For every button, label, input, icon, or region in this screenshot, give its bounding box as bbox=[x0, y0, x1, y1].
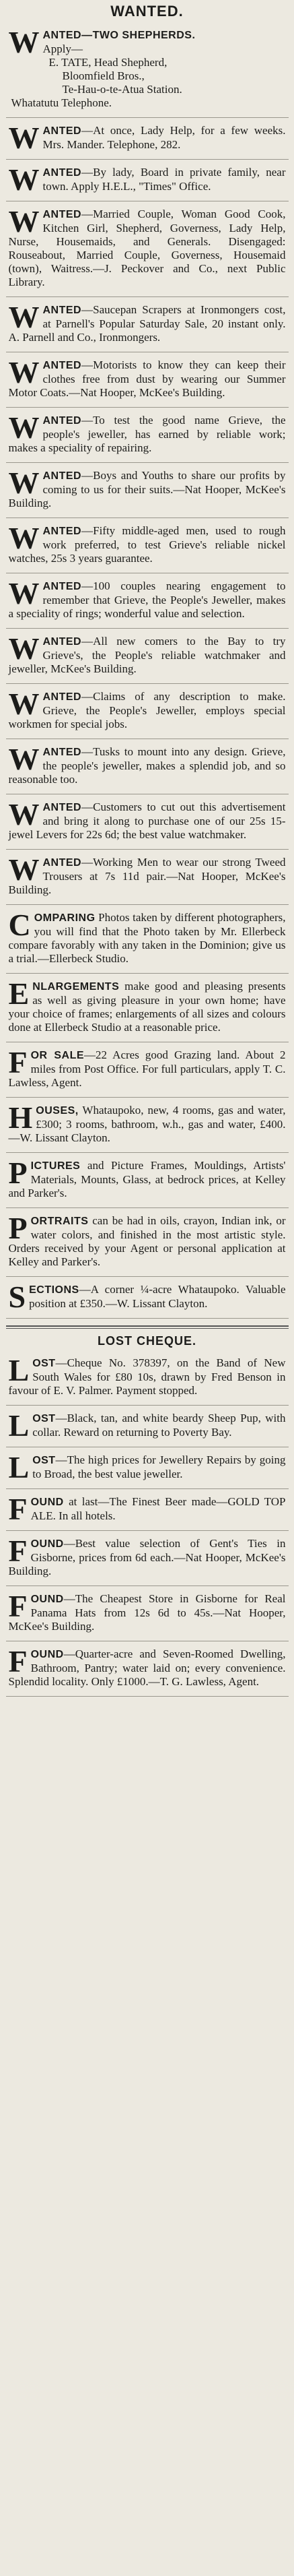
ad-lead: ANTED bbox=[42, 691, 82, 703]
drop-cap: C bbox=[8, 908, 31, 942]
ad-body: —All new comers to the Bay to try Grieve's, the People's reliable watchmaker and jeweller, McKee's Building. bbox=[8, 635, 286, 675]
ad-body: can be had in oils, crayon, Indian ink, or water colors, and finished in the most artistic style. Orders received by your Agent or personal application at Kelley and Parker's. bbox=[8, 1214, 286, 1268]
ad-body: —By lady, Board in private family, near town. Apply H.E.L., "Times" Office. bbox=[42, 166, 286, 193]
ad-body: —A corner ¼-acre Whataupoko. Valuable position at £350.—W. Lissant Clayton. bbox=[29, 1283, 286, 1310]
ad-body: —22 Acres good Grazing land. About 2 miles from Post Office. For full particulars, apply T. C. Lawless, Agent. bbox=[8, 1048, 286, 1089]
drop-cap: L bbox=[8, 1353, 30, 1387]
ad-lead: OUND bbox=[30, 1538, 64, 1550]
classified-ad bbox=[6, 1277, 289, 1319]
classified-ad bbox=[6, 1447, 289, 1489]
classified-ad bbox=[6, 739, 289, 794]
ad-lead: NLARGEMENTS bbox=[32, 981, 120, 993]
drop-cap: F bbox=[8, 1045, 28, 1079]
ad-body: —Motorists to know they can keep their clothes free from dust by wearing our Summer Motor Coats.—Nat Hooper, McKee's Building. bbox=[8, 358, 286, 399]
drop-cap: F bbox=[8, 1534, 28, 1568]
drop-cap: S bbox=[8, 1280, 26, 1314]
ad-lead: ANTED bbox=[42, 125, 82, 137]
ad-body: —Married Couple, Woman Good Cook, Kitchen Girl, Shepherd, Governess, Lady Help, Nurse, Housemaids, and Generals. Disengaged: Rouseabout, Married Couple, Governess, Housemaid (town), Waitress.—J. Peckover and Co., next Public Library. bbox=[8, 208, 286, 288]
ad-lead: OUSES, bbox=[36, 1105, 79, 1117]
ad-lead: ECTIONS bbox=[29, 1284, 79, 1296]
classified-ad bbox=[6, 160, 289, 201]
ad-line: Te-Hau-o-te-Atua Station. bbox=[62, 83, 182, 96]
drop-cap: L bbox=[8, 1408, 30, 1443]
ad-line: Bloomfield Bros., bbox=[62, 69, 145, 82]
ad-lead: ANTED bbox=[42, 526, 82, 537]
classified-ad bbox=[6, 1641, 289, 1697]
drop-cap: W bbox=[8, 521, 40, 555]
ad-line: Whatatutu Telephone. bbox=[11, 96, 112, 109]
classified-ad bbox=[6, 684, 289, 739]
classified-ad bbox=[6, 850, 289, 905]
classified-ad bbox=[6, 1406, 289, 1447]
ad-lead: ANTED bbox=[42, 415, 82, 427]
drop-cap: W bbox=[8, 162, 40, 197]
ad-body: —Claims of any description to make. Grieve, the People's Jeweller, employs special workmen for special jobs. bbox=[8, 690, 286, 730]
ad-lead: ORTRAITS bbox=[30, 1216, 89, 1227]
drop-cap: F bbox=[8, 1589, 28, 1623]
classified-ad bbox=[6, 1586, 289, 1641]
classified-ad bbox=[6, 518, 289, 573]
ads-list-lost-found bbox=[6, 1354, 289, 1697]
drop-cap: W bbox=[8, 466, 40, 500]
ad-lead: ICTURES bbox=[30, 1160, 81, 1172]
classified-ad bbox=[6, 974, 289, 1042]
section-title-wanted: WANTED. bbox=[110, 3, 184, 20]
classified-ad bbox=[6, 573, 289, 629]
ad-body: and Picture Frames, Mouldings, Artists' Materials, Mounts, Glass, at bedrock prices, at Kelley and Parker's. bbox=[8, 1159, 286, 1199]
ad-body: —The high prices for Jewellery Repairs by going to Broad, the best value jeweller. bbox=[32, 1453, 286, 1480]
ad-body: make good and pleasing presents as well as giving pleasure in your own home; have your choice of frames; enlargements of all sizes and colours done at Ellerbeck Studio at a reasonable price. bbox=[8, 980, 286, 1034]
ad-lead: OUND bbox=[30, 1649, 64, 1660]
ad-lead: OUND bbox=[30, 1497, 64, 1508]
ad-body: at last—The Finest Beer made—GOLD TOP ALE. In all hotels. bbox=[30, 1495, 286, 1522]
drop-cap: W bbox=[8, 687, 40, 721]
classified-ad bbox=[6, 297, 289, 352]
ad-body: —Boys and Youths to share our profits by coming to us for their suits.—Nat Hooper, McKee's Building. bbox=[8, 469, 286, 509]
ad-lead: ANTED—TWO SHEPHERDS. bbox=[42, 30, 196, 41]
ad-lead: ANTED bbox=[42, 802, 82, 813]
classified-ad bbox=[6, 1042, 289, 1098]
ad-body: —To test the good name Grieve, the people's jeweller, has earned by reliable work; makes a speciality of repairing. bbox=[8, 414, 286, 454]
drop-cap: W bbox=[8, 742, 40, 776]
ad-body: —Customers to cut out this advertisement and bring it along to purchase one of our 25s 15-jewel Levers for 22s 6d; the best value watchmaker. bbox=[8, 800, 286, 841]
ad-lead: ANTED bbox=[42, 636, 82, 648]
ad-body: Whataupoko, new, 4 rooms, gas and water, £300; 3 rooms, bathroom, w.h., gas and water, £400.—W. Lissant Clayton. bbox=[8, 1104, 286, 1144]
ad-lead: OST bbox=[32, 1455, 56, 1466]
ad-lead: OUND bbox=[30, 1594, 64, 1605]
classified-column bbox=[6, 0, 289, 1697]
ads-list-wanted bbox=[6, 26, 289, 1319]
drop-cap: E bbox=[8, 976, 30, 1011]
drop-cap: W bbox=[8, 576, 40, 610]
classified-ad bbox=[6, 794, 289, 850]
ad-body: —Best value selection of Gent's Ties in Gisborne, prices from 6d each.—Nat Hooper, McKee's Building. bbox=[8, 1537, 286, 1577]
drop-cap: W bbox=[8, 204, 40, 239]
drop-cap: W bbox=[8, 300, 40, 334]
ad-lead: OST bbox=[32, 1413, 56, 1424]
classified-ad bbox=[6, 26, 289, 118]
ad-lead: ANTED bbox=[42, 747, 82, 758]
classified-ad bbox=[6, 905, 289, 974]
drop-cap: H bbox=[8, 1100, 33, 1135]
classified-ad bbox=[6, 1531, 289, 1586]
classified-ad bbox=[6, 1354, 289, 1406]
drop-cap: W bbox=[8, 797, 40, 831]
drop-cap: F bbox=[8, 1492, 28, 1526]
ad-body: Photos taken by different photographers, you will find that the Photo taken by Mr. Ellerbeck compare favorably with any taken in the Dominion; give us a trial.—Ellerbeck Studio. bbox=[8, 911, 286, 965]
ad-lead: ANTED bbox=[42, 857, 82, 869]
ad-body: —At once, Lady Help, for a few weeks. Mrs. Mander. Telephone, 282. bbox=[42, 124, 286, 151]
drop-cap: P bbox=[8, 1211, 28, 1245]
ad-body: —Fifty middle-aged men, used to rough work preferred, to test Grieve's reliable nickel watches, 25s 3 years guarantee. bbox=[8, 524, 286, 565]
classified-ad bbox=[6, 1208, 289, 1277]
ad-lead: ANTED bbox=[42, 470, 82, 482]
ad-body: —Quarter-acre and Seven-Roomed Dwelling, Bathroom, Pantry; water laid on; every convenience. Splendid locality. Only £1000.—T. G. Lawless, Agent. bbox=[8, 1647, 286, 1688]
ad-body: —Black, tan, and white beardy Sheep Pup, with collar. Reward on returning to Poverty Bay. bbox=[32, 1412, 286, 1439]
drop-cap: W bbox=[8, 355, 40, 389]
classified-ad bbox=[6, 1489, 289, 1531]
ad-lead: OR SALE bbox=[30, 1050, 85, 1061]
classified-ad bbox=[6, 118, 289, 160]
ad-body: —Working Men to wear our strong Tweed Trousers at 7s 11d pair.—Nat Hooper, McKee's Building. bbox=[8, 856, 286, 896]
classified-ad bbox=[6, 1098, 289, 1153]
drop-cap: L bbox=[8, 1450, 30, 1484]
classified-ad bbox=[6, 408, 289, 463]
section-title-lost-cheque: LOST CHEQUE. bbox=[97, 1334, 196, 1348]
ad-lead: ANTED bbox=[42, 305, 82, 316]
drop-cap: W bbox=[8, 852, 40, 887]
classified-ad bbox=[6, 463, 289, 518]
drop-cap: W bbox=[8, 25, 40, 59]
drop-cap: W bbox=[8, 631, 40, 666]
ad-lead: ANTED bbox=[42, 209, 82, 220]
ad-lead: OMPARING bbox=[34, 912, 96, 924]
ad-body: —The Cheapest Store in Gisborne for Real Panama Hats from 12s 6d to 45s.—Nat Hooper, McKee's Building. bbox=[8, 1592, 286, 1633]
ad-lead: ANTED bbox=[42, 581, 82, 592]
ad-line: Apply— bbox=[42, 42, 83, 55]
classified-ad bbox=[6, 629, 289, 684]
ad-lead: ANTED bbox=[42, 360, 82, 371]
ad-line: E. TATE, Head Shepherd, bbox=[48, 56, 168, 69]
ad-lead: OST bbox=[32, 1358, 56, 1369]
classified-ad bbox=[6, 201, 289, 297]
classified-ad bbox=[6, 352, 289, 408]
ad-body: —Saucepan Scrapers at Ironmongers cost, at Parnell's Popular Saturday Sale, 20 instant only. A. Parnell and Co., Ironmongers. bbox=[8, 303, 286, 344]
ad-body: —Tusks to mount into any design. Grieve, the people's jeweller, makes a splendid job, and so reasonable too. bbox=[8, 745, 286, 786]
drop-cap: W bbox=[8, 410, 40, 445]
classified-ad bbox=[6, 1153, 289, 1208]
ad-body: —100 couples nearing engagement to remember that Grieve, the People's Jeweller, makes a speciality of rings; wonderful value and selection. bbox=[8, 579, 286, 620]
drop-cap: F bbox=[8, 1644, 28, 1678]
drop-cap: P bbox=[8, 1156, 28, 1190]
ad-body: —Cheque No. 378397, on the Band of New South Wales for £80 10s, drawn by Fred Benson in favour of E. V. Palmer. Payment stopped. bbox=[8, 1356, 286, 1397]
drop-cap: W bbox=[8, 121, 40, 155]
ad-lead: ANTED bbox=[42, 167, 82, 179]
section-divider bbox=[6, 1325, 289, 1329]
